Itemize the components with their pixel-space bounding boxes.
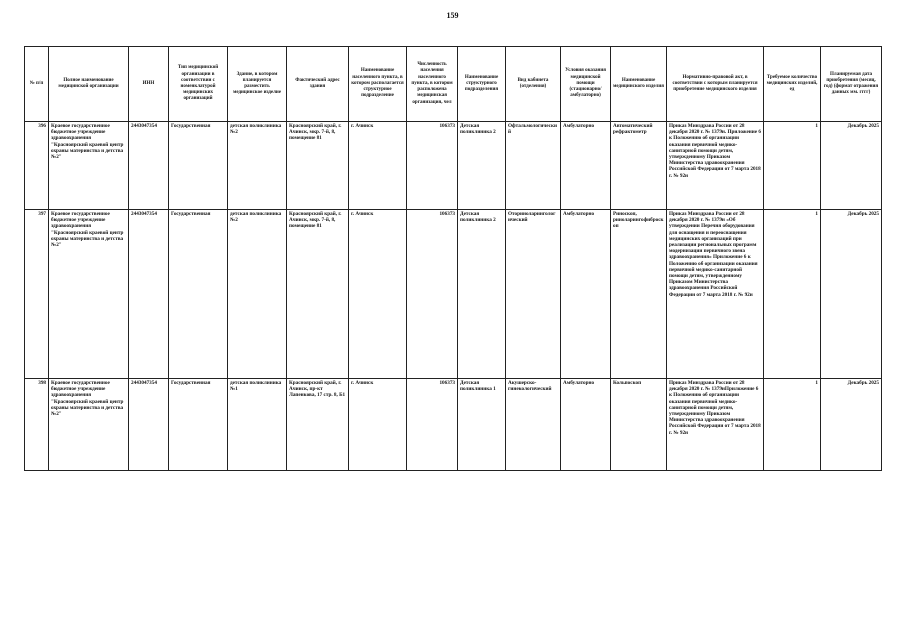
cell-cabinet: Акушерско-гинекологический — [506, 379, 561, 471]
cell-type: Государственная — [169, 379, 228, 471]
table-row — [25, 122, 882, 210]
cell-device: Риноскоп, риноларингофиброскоп — [611, 210, 667, 379]
equipment-table — [24, 46, 882, 471]
cell-act: Приказ Минздрава России от 28 декабря 2020 г. № 1379нПриложение 6 к Положению об организации оказания первичной медико-санитарной помощи детям, утвержденному Приказом Министерства здравоохранения Российской Федерации от 7 марта 2018 г. № 92н — [667, 379, 764, 471]
cell-locality: г. Ачинск — [349, 210, 407, 379]
cell-inn: 2443047354 — [129, 122, 169, 210]
cell-building: детская поликлиника №2 — [228, 210, 287, 379]
cell-conditions: Амбулаторно — [561, 122, 611, 210]
cell-division: Детская поликлиника 2 — [458, 210, 506, 379]
cell-population: 106373 — [407, 379, 458, 471]
col-header-conditions: Условия оказания медицинской помощи (стационарно/амбулаторно) — [561, 47, 611, 122]
cell-date: Декабрь 2025 — [821, 122, 882, 210]
col-header-date: Планируемая дата приобретения (месяц, год) (формат отражения данных мм. гггг) — [821, 47, 882, 122]
header-row — [25, 47, 882, 122]
cell-qty: 1 — [764, 122, 821, 210]
col-header-qty: Требуемое количество медицинских изделий, ед — [764, 47, 821, 122]
cell-cabinet: Офтальмологический — [506, 122, 561, 210]
cell-org: Краевое государственное бюджетное учреждение здравоохранения "Красноярский краевой центр охраны материнства и детства №2" — [49, 210, 129, 379]
table-row — [25, 210, 882, 379]
cell-qty: 1 — [764, 379, 821, 471]
cell-type: Государственная — [169, 122, 228, 210]
cell-org: Краевое государственное бюджетное учреждение здравоохранения "Красноярский краевой центр охраны материнства и детства №2" — [49, 379, 129, 471]
cell-address: Красноярский край, г. Ачинск, мкр. 7-й, 8, помещение 81 — [287, 122, 349, 210]
cell-locality: г. Ачинск — [349, 122, 407, 210]
cell-type: Государственная — [169, 210, 228, 379]
cell-date: Декабрь 2025 — [821, 379, 882, 471]
cell-conditions: Амбулаторно — [561, 210, 611, 379]
col-header-inn: ИНН — [129, 47, 169, 122]
col-header-org: Полное наименование медицинской организации — [49, 47, 129, 122]
col-header-act: Нормативно-правовой акт, в соответствии с которым планируется приобретение медицинского изделия — [667, 47, 764, 122]
cell-inn: 2443047354 — [129, 379, 169, 471]
cell-inn: 2443047354 — [129, 210, 169, 379]
cell-division: Детская поликлиника 1 — [458, 379, 506, 471]
cell-act: Приказ Минздрава России от 28 декабря 2020 г. № 1379н. Приложение 6 к Положению об организации оказания первичной медико-санитарной помощи детям, утвержденному Приказом Министерства здравоохранения Российской Федерации от 7 марта 2018 г. № 92н — [667, 122, 764, 210]
cell-conditions: Амбулаторно — [561, 379, 611, 471]
col-header-division: Наименование структурного подразделения — [458, 47, 506, 122]
col-header-device: Наименование медицинского изделия — [611, 47, 667, 122]
cell-num: 396 — [25, 122, 49, 210]
cell-population: 106373 — [407, 122, 458, 210]
cell-org: Краевое государственное бюджетное учреждение здравоохранения "Красноярский краевой центр охраны материнства и детства №2" — [49, 122, 129, 210]
cell-date: Декабрь 2025 — [821, 210, 882, 379]
col-header-cabinet: Вид кабинета (отделения) — [506, 47, 561, 122]
col-header-locality: Наименование населенного пункта, в котором располагается структурное подразделение — [349, 47, 407, 122]
cell-division: Детская поликлиника 2 — [458, 122, 506, 210]
cell-cabinet: Оториноларингологический — [506, 210, 561, 379]
cell-address: Красноярский край, г. Ачинск, мкр. 7-й, 8, помещение 81 — [287, 210, 349, 379]
cell-population: 106373 — [407, 210, 458, 379]
page-number: 159 — [446, 11, 459, 20]
cell-act: Приказ Минздрава России от 28 декабря 2020 г. № 1379н «Об утверждении Перечня оборудования для оснащения и переоснащения медицинских организаций при реализации региональных программ модернизации первичного звена здравоохранения» Приложение 6 к Положению об организации оказания первичной медико-санитарной помощи детям, утвержденному Приказом Министерства здравоохранения Российской Федерации от 7 марта 2018 г. № 92н — [667, 210, 764, 379]
cell-locality: г. Ачинск — [349, 379, 407, 471]
cell-address: Красноярский край, г. Ачинск, пр-кт Лапенкова, 17 стр. 8, Б1 — [287, 379, 349, 471]
cell-device: Кольпоскоп — [611, 379, 667, 471]
cell-building: детская поликлиника №2 — [228, 122, 287, 210]
table-row — [25, 379, 882, 471]
cell-qty: 1 — [764, 210, 821, 379]
col-header-population: Численность населения населенного пункта, в котором расположена медицинская организация, чел — [407, 47, 458, 122]
cell-building: детская поликлиника №1 — [228, 379, 287, 471]
col-header-building: Здание, в котором планируется разместить медицинское изделие — [228, 47, 287, 122]
cell-num: 398 — [25, 379, 49, 471]
cell-num: 397 — [25, 210, 49, 379]
col-header-type: Тип медицинской организации в соответствии с номенклатурой медицинских организаций — [169, 47, 228, 122]
col-header-num: № п/п — [25, 47, 49, 122]
cell-device: Автоматический рефрактометр — [611, 122, 667, 210]
col-header-address: Фактический адрес здания — [287, 47, 349, 122]
